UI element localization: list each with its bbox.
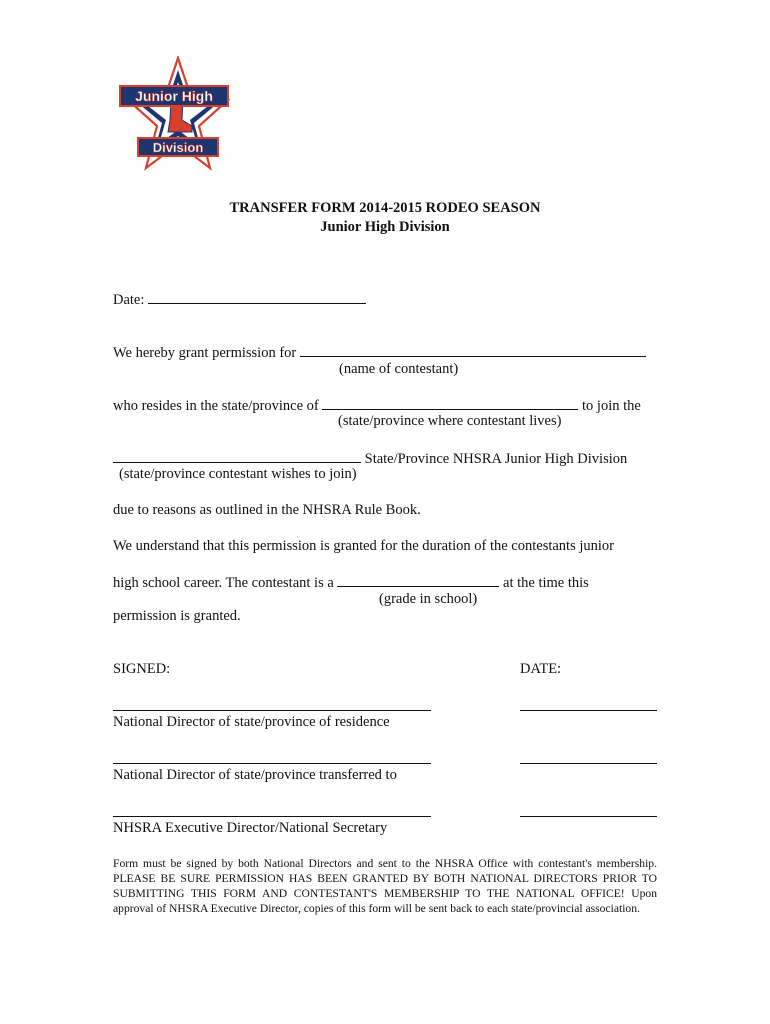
join-state-caption: (state/province contestant wishes to join) (119, 466, 357, 482)
residence-state-field[interactable] (322, 396, 578, 410)
date-line-executive[interactable] (520, 816, 657, 817)
signature-caption-residence: National Director of state/province of residence (113, 714, 390, 730)
grade-row (113, 573, 589, 592)
grade-caption: (grade in school) (379, 591, 478, 607)
signature-line-transferred[interactable] (113, 763, 431, 764)
form-subtitle: Junior High Division (320, 219, 450, 235)
date-line-transferred[interactable] (520, 763, 657, 764)
junior-high-division-logo (110, 56, 230, 184)
signature-line-executive[interactable] (113, 816, 431, 817)
date-field[interactable] (148, 290, 366, 304)
understand-text: We understand that this permission is granted for the duration of the contestants junior (113, 538, 614, 554)
resides-prefix: who resides in the state/province of (113, 398, 319, 414)
residence-state-caption: (state/province where contestant lives) (338, 413, 562, 429)
contestant-name-field[interactable] (300, 343, 646, 357)
logo-text-bottom: Division (152, 140, 204, 155)
join-state-field[interactable] (113, 449, 361, 463)
join-suffix: State/Province NHSRA Junior High Division (364, 451, 628, 467)
logo-text-top: Junior High (135, 88, 213, 104)
signature-date-label: DATE: (520, 661, 562, 677)
grade-field[interactable] (337, 573, 499, 587)
form-title: TRANSFER FORM 2014-2015 RODEO SEASON (229, 200, 541, 216)
permission-prefix: We hereby grant permission for (113, 345, 297, 361)
signature-line-residence[interactable] (113, 710, 431, 711)
granted-text: permission is granted. (113, 608, 241, 624)
reasons-text: due to reasons as outlined in the NHSRA Rule Book. (113, 502, 421, 518)
contestant-name-caption: (name of contestant) (339, 361, 459, 377)
signed-label: SIGNED: (113, 661, 171, 677)
signature-caption-transferred: National Director of state/province transferred to (113, 767, 397, 783)
date-line-residence[interactable] (520, 710, 657, 711)
date-label: Date: (113, 292, 145, 308)
signature-caption-executive: NHSRA Executive Director/National Secretary (113, 820, 388, 836)
footer-note: Form must be signed by both National Directors and sent to the NHSRA Office with contestant's membership. PLEASE BE SURE PERMISSION HAS BEEN GRANTED BY BOTH NATIONAL DIRECTORS PRIOR TO SUBMITTING THIS FORM AND CONTESTANT'S MEMBERSHIP TO THE NATIONAL OFFICE! Upon approval of NHSRA Executive Director, copies of this form will be sent back to each state/provincial association. (113, 857, 657, 915)
star-logo-graphic (110, 56, 230, 184)
grade-suffix: at the time this (503, 575, 589, 591)
date-row (113, 290, 366, 309)
permission-row (113, 343, 646, 362)
grade-prefix: high school career. The contestant is a (113, 575, 334, 591)
resides-suffix: to join the (582, 398, 641, 414)
